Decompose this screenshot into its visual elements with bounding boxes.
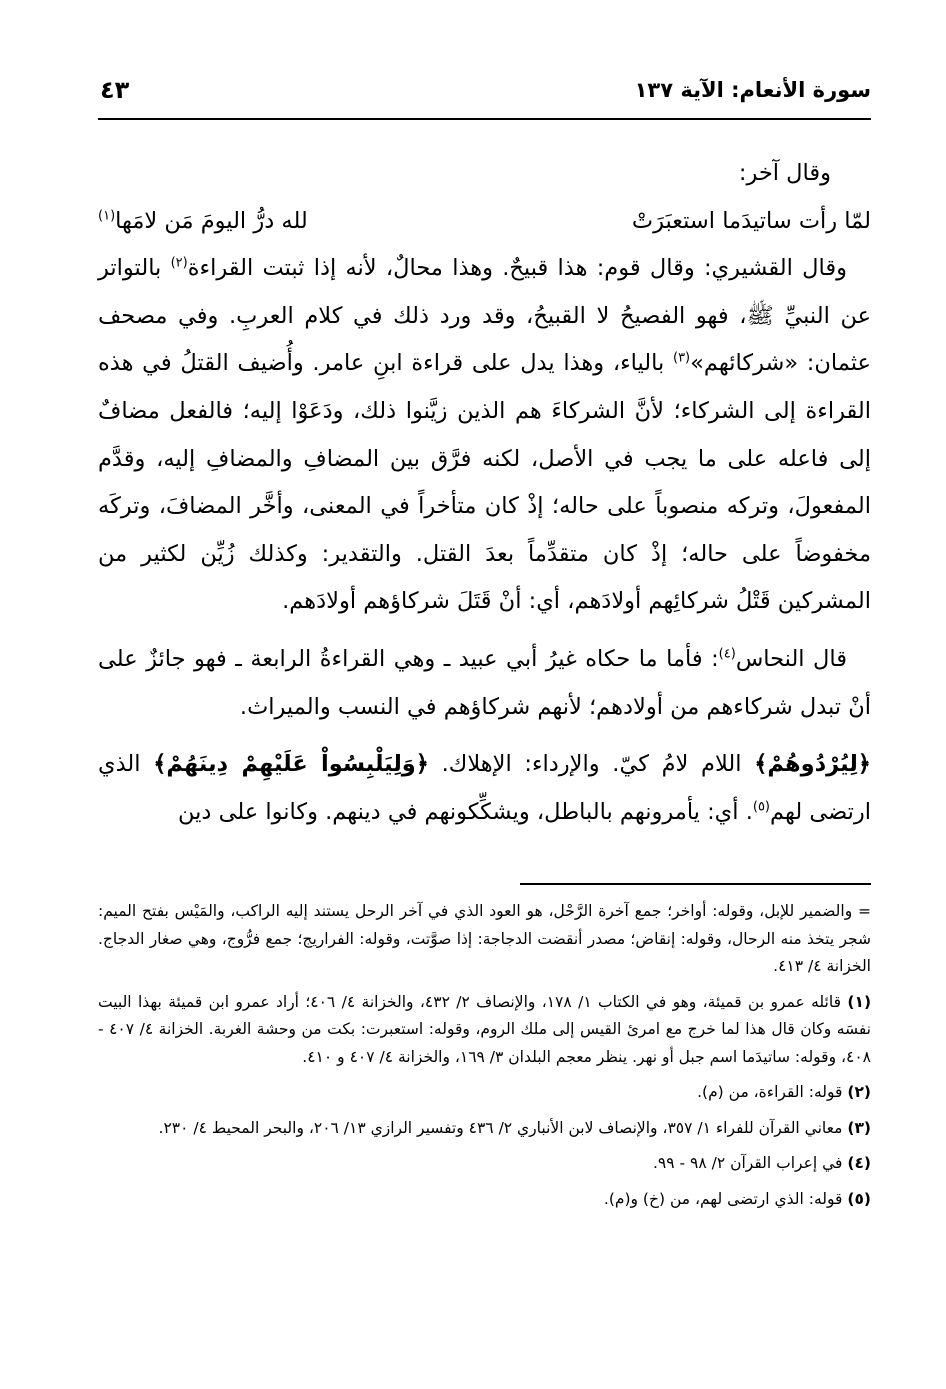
main-text [98,150,871,836]
footnote-text: قائله عمرو بن قميئة، وهو في الكتاب ١/ ١٧٨، والإنصاف ٢/ ٤٣٢، والخزانة ٤/ ٤٠٦؛ أراد عمرو ابن قميئة بهذا البيت نفسَه وكان قال هذا لما خرج مع امرئ القيس إلى ملك الروم، وقوله: استعبرت: بكت من وحشة الغربة. الخزانة ٤/ ٤٠٧ - ٤٠٨، وقوله: ساتيدَما اسم جبل أو نهر. ينظر معجم البلدان ٣/ ١٦٩، والخزانة ٤/ ٤٠٧ و ٤١٠. [98,992,871,1066]
paragraph-text: . أي: يأمرونهم بالباطل، ويشكِّكونهم في دينهم. وكانوا على دين [178,798,753,825]
paragraph-text: وقال القشيري: وقال قوم: هذا قبيحٌ. وهذا محالٌ، لأنه إذا ثبتت القراءة [187,255,847,282]
intro-text: وقال آخر: [738,160,831,186]
footnote-number: (٢) [847,1083,871,1101]
paragraph-text: بالياء، وهذا يدل على قراءة ابنِ عامر. وأُضيف القتلُ في هذه القراءة إلى الشركاء؛ لأنَّ الشركاءَ هم الذين زيَّنوا ذلك، ودَعَوْا إليه؛ فالفعل مضافٌ إلى فاعله على ما يجب في الأصل، لكنه فرَّق بين المضافِ والمضافِ إليه، وقدَّم المفعولَ، وتركه منصوباً على حاله؛ إذْ كان متأخراً في المعنى، وأخَّر المضافَ، وتركَه مخفوضاً على حاله؛ إذْ كان متقدِّماً بعدَ القتل. والتقدير: وكذلك زُيِّن لكثير من المشركين قَتْلُ شركائِهم أولادَهم، أي: أنْ قَتَلَ شركاؤهم أولادَهم. [98,350,871,615]
footnote-ref: (٢) [170,255,188,271]
footnote-1 [98,989,871,1072]
footnote-5 [98,1186,871,1214]
footnote-text: في إعراب القرآن ٢/ ٩٨ - ٩٩. [652,1154,843,1172]
footnote-number: (٤) [847,1154,871,1172]
footnote-4 [98,1150,871,1178]
verse-second-hemistich: لله درُّ اليومَ مَن لامَها [115,207,308,234]
paragraph-qushayri [98,245,871,626]
footnote-text: قوله: الذي ارتضى لهم، من (خ) و(م). [603,1189,843,1208]
footnote-ref: (١) [98,208,116,224]
page-number: ٤٣ [100,76,130,104]
verse-first-hemistich: لمّا رأت ساتيدَما استعبَرَتْ [631,207,871,234]
paragraph-commentary [98,741,871,836]
footnote-ref: (٣) [672,350,691,366]
footnote-number: (١) [847,992,872,1011]
footnote-ref: (٥) [752,799,770,815]
footnotes [98,898,871,1221]
paragraph-text: قال النحاس [735,645,847,672]
footnote-separator [520,883,871,885]
footnote-text: معاني القرآن للفراء ١/ ٣٥٧، والإنصاف لابن الأنباري ٢/ ٤٣٦ وتفسير الرازي ١٣/ ٢٠٦، والبحر المحيط ٤/ ٢٣٠. [158,1118,843,1137]
paragraph-text: بالتواتر عن النبيِّ ﷺ، فهو الفصيحُ لا القبيحُ، وقد ورد ذلك في كلام العربِ. وفي مصحف عثمان: «شركائهم» [98,255,871,377]
quran-quote: ﴿وَلِيَلْبِسُواْ عَلَيْهِمْ دِينَهُمْ﴾ [153,751,429,778]
paragraph-text: اللام لامُ كيّ. والإرداء: الإهلاك. [428,751,755,778]
running-header [98,78,871,120]
footnote-number: (٣) [847,1118,871,1137]
footnote-continuation: = والضمير للإبل، وقوله: أواخر؛ جمع آخرة الرَّحْل، هو العود الذي في آخر الرحل يستند إليه الراكب، والمَيْس بفتح الميم: شجر يتخذ منه الرحال، وقوله: إنقاض؛ مصدر أنقضت الدجاجة: إذا صوَّتت، وقوله: الفراريج؛ جمع فرُّوج، وهي صغار الدجاج. الخزانة ٤/ ٤١٣. [98,902,871,975]
footnote-ref: (٤) [718,646,736,662]
footnote-text: قوله: القراءة، من (م). [697,1083,843,1101]
paragraph-nahhas [98,636,871,731]
footnote-3 [98,1115,871,1143]
intro-line [98,150,871,198]
paragraph-text: الذي ارتضى لهم [98,751,871,825]
header-title: سورة الأنعام: الآية ١٣٧ [634,78,871,102]
footnote-number: (٥) [847,1189,871,1208]
poetry-verse [98,198,871,246]
footnote-2 [98,1079,871,1107]
quran-quote: ﴿لِيُرْدُوهُمْ﴾ [754,751,871,778]
paragraph-text: : فأما ما حكاه غيرُ أبي عبيد ـ وهي القراءةُ الرابعة ـ فهو جائزٌ على أنْ تبدل شركاءهم من أولادهم؛ لأنهم شركاؤهم في النسب والميراث. [98,645,871,720]
